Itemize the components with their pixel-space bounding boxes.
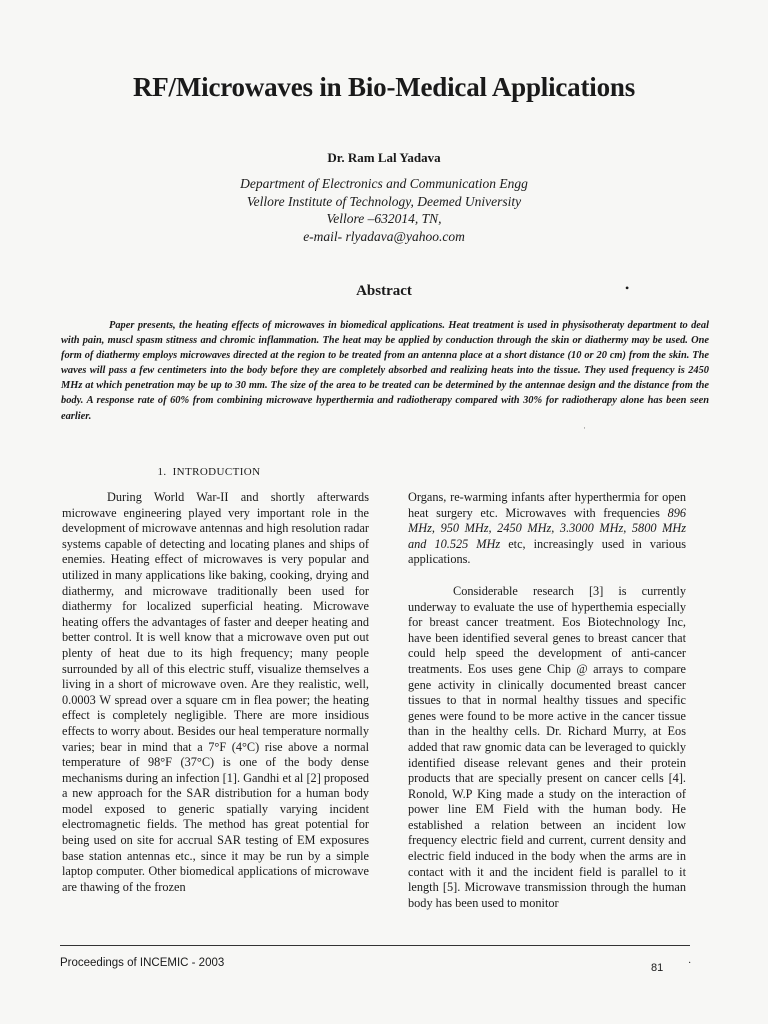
affiliation-city: Vellore –632014, TN, [326,211,442,226]
footer-proceedings: Proceedings of INCEMIC - 2003 [60,957,225,969]
section-number: 1. [157,466,167,478]
scan-speck: • [625,281,630,295]
intro-paragraph-right-1 [408,490,686,568]
author-name: Dr. Ram Lal Yadava [327,150,441,165]
footer-rule [60,945,690,946]
affiliation-block [0,175,768,245]
paper-title: RF/Microwaves in Bio-Medical Applications [132,72,636,102]
abstract-text: Paper presents, the heating effects of microwaves in biomedical applications. Heat treatment is used in physisotheraty department to deal with pain, muscl spasm stitness and chromic inflammation. The heat may be applied by conduction through the skin or diathermy may be used. One form of diathermy employs microwaves directed at the region to be treated from an antenna place at a short distance (10 or 20 cm) from the skin. The waves will pass a few centimeters into the body before they are completely absorbed and realizing heats into the tissue. They used frequency is 2450 MHz at which penetration may be up to 30 mm. The size of the area to be treated can be determined by the antennae design and the distance from the body. A response rate of 60% from combining microwave hyperthermia and radiotherapy compared with 30% for radiotherapy alone has been seen earlier. [61,320,709,422]
page-number: 81 [651,962,664,974]
section-heading [62,466,362,478]
affiliation-department: Department of Electronics and Communication Engg [240,176,528,191]
section-title: INTRODUCTION [172,466,261,478]
affiliation-institute: Vellore Institute of Technology, Deemed University [246,193,522,209]
affiliation-email: e-mail- rlyadava@yahoo.com [303,228,465,244]
right-column [408,490,686,911]
scan-speck-2: · [583,423,586,433]
right-para1-start: Organs, re-warming infants after hyperthermia for open heat surgery etc. Microwaves with frequencies [408,490,686,520]
intro-paragraph-right-2: Considerable research [3] is currently underway to evaluate the use of hyperthemia especially for breast cancer treatment. Eos Biotechnology Inc, have been identified several genes to breast cancer that could help speed the development of anti-cancer treatments. Eos uses gene Chip @ arrays to compare gene activity in clinically documented breast cancer tissues to that in normal healthy tissues and specific genes were found to be more active in the cancer tissue than in the healthy cells. Dr. Richard Murry, at Eos added that raw gnomic data can be leveraged to quickly identified disease relevant genes and their protein products that are specially present on cancer cells [4]. Ronold, W.P King made a study on the interaction of power line EM Field with the human body. He established a relation between an incident low frequency electric field and current, current density and electric field induced in the body when the arms are in contact with it and the incident field is parallel to it length [5]. Microwave transmission through the human body has been used to monitor [408,583,686,910]
frequency-list: 896 MHz, 950 MHz, 2450 MHz, 3.3000 MHz, 5800 MHz and 10.525 MHz [408,505,687,551]
left-column [62,490,369,895]
right-para1-end: etc, increasingly used in various applications. [408,536,687,567]
abstract-heading: Abstract [356,283,412,299]
intro-paragraph-left: During World War-II and shortly afterwards microwave engineering played very important role in the development of microwave antennas and high resolution radar systems capable of detecting and locating planes and ships of enemies. Heating effect of microwaves is very popular and utilized in many applications like baking, cooking, drying and diathermy, and microwave traditionally been used for diathermy for localized superficial heating. Microwave heating offers the advantages of faster and deeper heating and better control. It is well know that a microwave oven put out plenty of heat due to its high frequency; many people surrounded by all of this electric stuff, visualize themselves a living in a short of microwave oven. Are they realistic, well, 0.0003 W spread over a square cm in flea power; the heating effect is completely negligible. There are more insidious effects to worry about. Besides our heal temperature normally varies; bear in mind that a 7°F (4°C) rise above a normal temperature of 98°F (37°C) is one of the body dense mechanisms during an infection [1]. Gandhi et al [2] proposed a new approach for the SAR distribution for a human body model exposed to generic spatially varying incident electromagnetic fields. The method has great potential for being used on site for accrual SAR testing of EM exposures base station antennas etc., since it may be run by a simple laptop computer. Other biomedical applications of microwave are thawing of the frozen [62,490,369,894]
scan-mark: · [688,958,692,969]
